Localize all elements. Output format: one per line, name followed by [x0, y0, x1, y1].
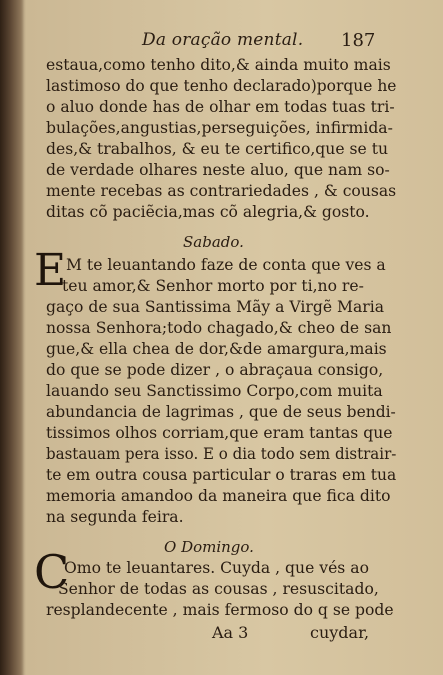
catchword: cuydar, — [310, 623, 370, 642]
page-gutter — [0, 0, 24, 675]
text-line: lastimoso do que tenho declarado)porque he — [46, 77, 397, 95]
dropcap-e: E — [34, 245, 67, 296]
section-heading-domingo: O Domingo. — [164, 538, 254, 556]
text-line: teu amor,& Senhor morto por ti,no re- — [62, 277, 364, 295]
running-title: Da oração mental. — [142, 30, 304, 50]
text-line: do que se pode dizer , o abraçaua consigo, — [46, 361, 384, 379]
text-line: na segunda feira. — [46, 508, 184, 526]
text-line: lauando seu Sanctissimo Corpo,com muita — [46, 382, 383, 400]
page-header — [100, 30, 380, 52]
text-line: abundancia de lagrimas , que de seus bendi- — [46, 403, 396, 421]
text-line: Senhor de todas as cousas , resuscitado, — [58, 580, 379, 598]
dropcap-c: C — [34, 545, 70, 599]
text-line: gaço de sua Santissima Mãy a Virgẽ Maria — [46, 298, 385, 316]
text-line: te em outra cousa particular o traras em tua — [46, 466, 397, 484]
text-line: gue,& ella chea de dor,&de amargura,mais — [46, 340, 387, 358]
text-line: tissimos olhos corriam,que eram tantas que — [46, 424, 393, 442]
text-line: nossa Senhora;todo chagado,& cheo de san — [46, 319, 392, 337]
text-line: M te leuantando faze de conta que ves a — [66, 256, 386, 274]
text-line: memoria amandoo da maneira que fica dito — [46, 487, 391, 505]
text-line: des,& trabalhos, & eu te certifico,que se tu — [46, 140, 389, 158]
text-line: ditas cõ paciẽcia,mas cõ alegria,& gosto. — [46, 203, 370, 221]
text-line: bastauam pera isso. E o dia todo sem distrair- — [46, 445, 397, 463]
signature-mark: Aa 3 — [212, 623, 249, 642]
page-number: 187 — [341, 30, 376, 51]
text-line: de verdade olhares neste aluo, que nam so- — [46, 161, 390, 179]
section-heading-sabado: Sabado. — [183, 233, 244, 251]
text-line: bulações,angustias,perseguições, infirmida- — [46, 119, 393, 137]
text-line: resplandecente , mais fermoso do q se pode — [46, 601, 394, 619]
text-line: o aluo donde has de olhar em todas tuas tri- — [46, 98, 395, 116]
text-line: Omo te leuantares. Cuyda , que vés ao — [64, 559, 369, 577]
text-line: estaua,como tenho dito,& ainda muito mais — [46, 56, 391, 74]
text-line: mente recebas as contrariedades , & cousas — [46, 182, 397, 200]
